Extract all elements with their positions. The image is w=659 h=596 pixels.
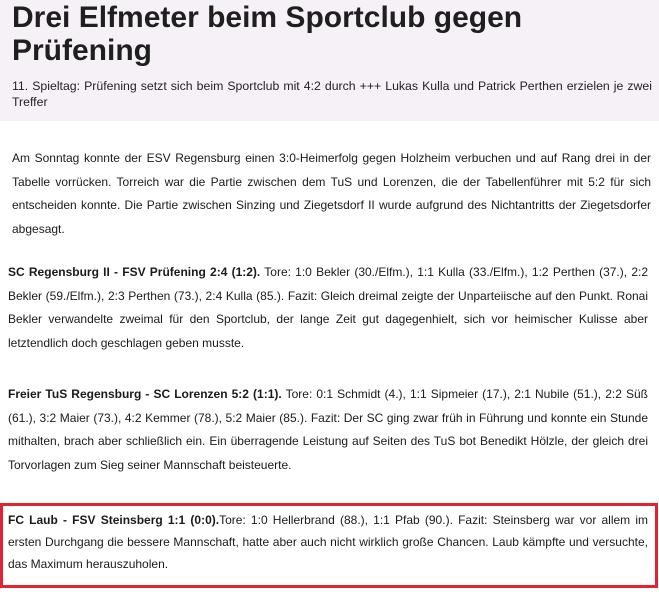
- match-report-tus-regensburg: [8, 383, 648, 477]
- match-title: SC Regensburg II - FSV Prüfening 2:4 (1:2).: [8, 265, 261, 279]
- match-text: Tore: 1:0 Hellerbrand (88.), 1:1 Pfab (90.). Fazit: Steinsberg war vor allem im ersten Durchgang die bessere Mannschaft, hatte aber auch nicht wirklich große Chancen. Laub kämpfte und versuchte, das Maximum herauszuholen.: [8, 513, 648, 571]
- article-header: [0, 0, 659, 121]
- match-report-fc-laub: [8, 509, 648, 575]
- match-report-sc-regensburg: [8, 261, 648, 355]
- match-title: FC Laub - FSV Steinsberg 1:1 (0:0).: [8, 513, 220, 527]
- article-teaser: 11. Spieltag: Prüfening setzt sich beim Sportclub mit 4:2 durch +++ Lukas Kulla und Patrick Perthen erzielen je zwei Treffer: [12, 79, 652, 109]
- match-text: Tore: 0:1 Schmidt (4.), 1:1 Sipmeier (17.), 2:1 Nubile (51.), 2:2 Süß (61.), 3:2 Maier (73.), 4:2 Kemmer (78.), 5:2 Maier (85.). Fazit: Der SC ging zwar früh in Führung und konnte ein Stunde mithalten, brach aber schließlich ein. Ein überragende Leistung auf Seiten des TuS bot Benedikt Hölzle, der gleich drei Torvorlagen zum Sieg seiner Mannschaft beisteuerte.: [8, 387, 648, 472]
- match-title: Freier TuS Regensburg - SC Lorenzen 5:2 (1:1).: [8, 387, 282, 401]
- article-headline: Drei Elfmeter beim Sportclub gegen Prüfening: [12, 1, 523, 67]
- intro-paragraph: Am Sonntag konnte der ESV Regensburg einen 3:0-Heimerfolg gegen Holzheim verbuchen und auf Rang drei in der Tabelle vorrücken. Torreich war die Partie zwischen dem TuS und Lorenzen, die der Tabellenführer mit 5:2 für sich entscheiden konnte. Die Partie zwischen Sinzing und Ziegetsdorf II wurde aufgrund des Nichtantritts der Ziegetsdorfer abgesagt.: [12, 151, 651, 236]
- match-text: Tore: 1:0 Bekler (30./Elfm.), 1:1 Kulla (33./Elfm.), 1:2 Perthen (37.), 2:2 Bekler (59./Elfm.), 2:3 Perthen (73.), 2:4 Kulla (85.). Fazit: Gleich dreimal zeigte der Unparteiische auf den Punkt. Ronai Bekler verwandelte zweimal für den Sportclub, der lange Zeit gut dagegenhielt, sich vor heimischer Kulisse aber letztendlich doch geschlagen geben musste.: [8, 265, 649, 350]
